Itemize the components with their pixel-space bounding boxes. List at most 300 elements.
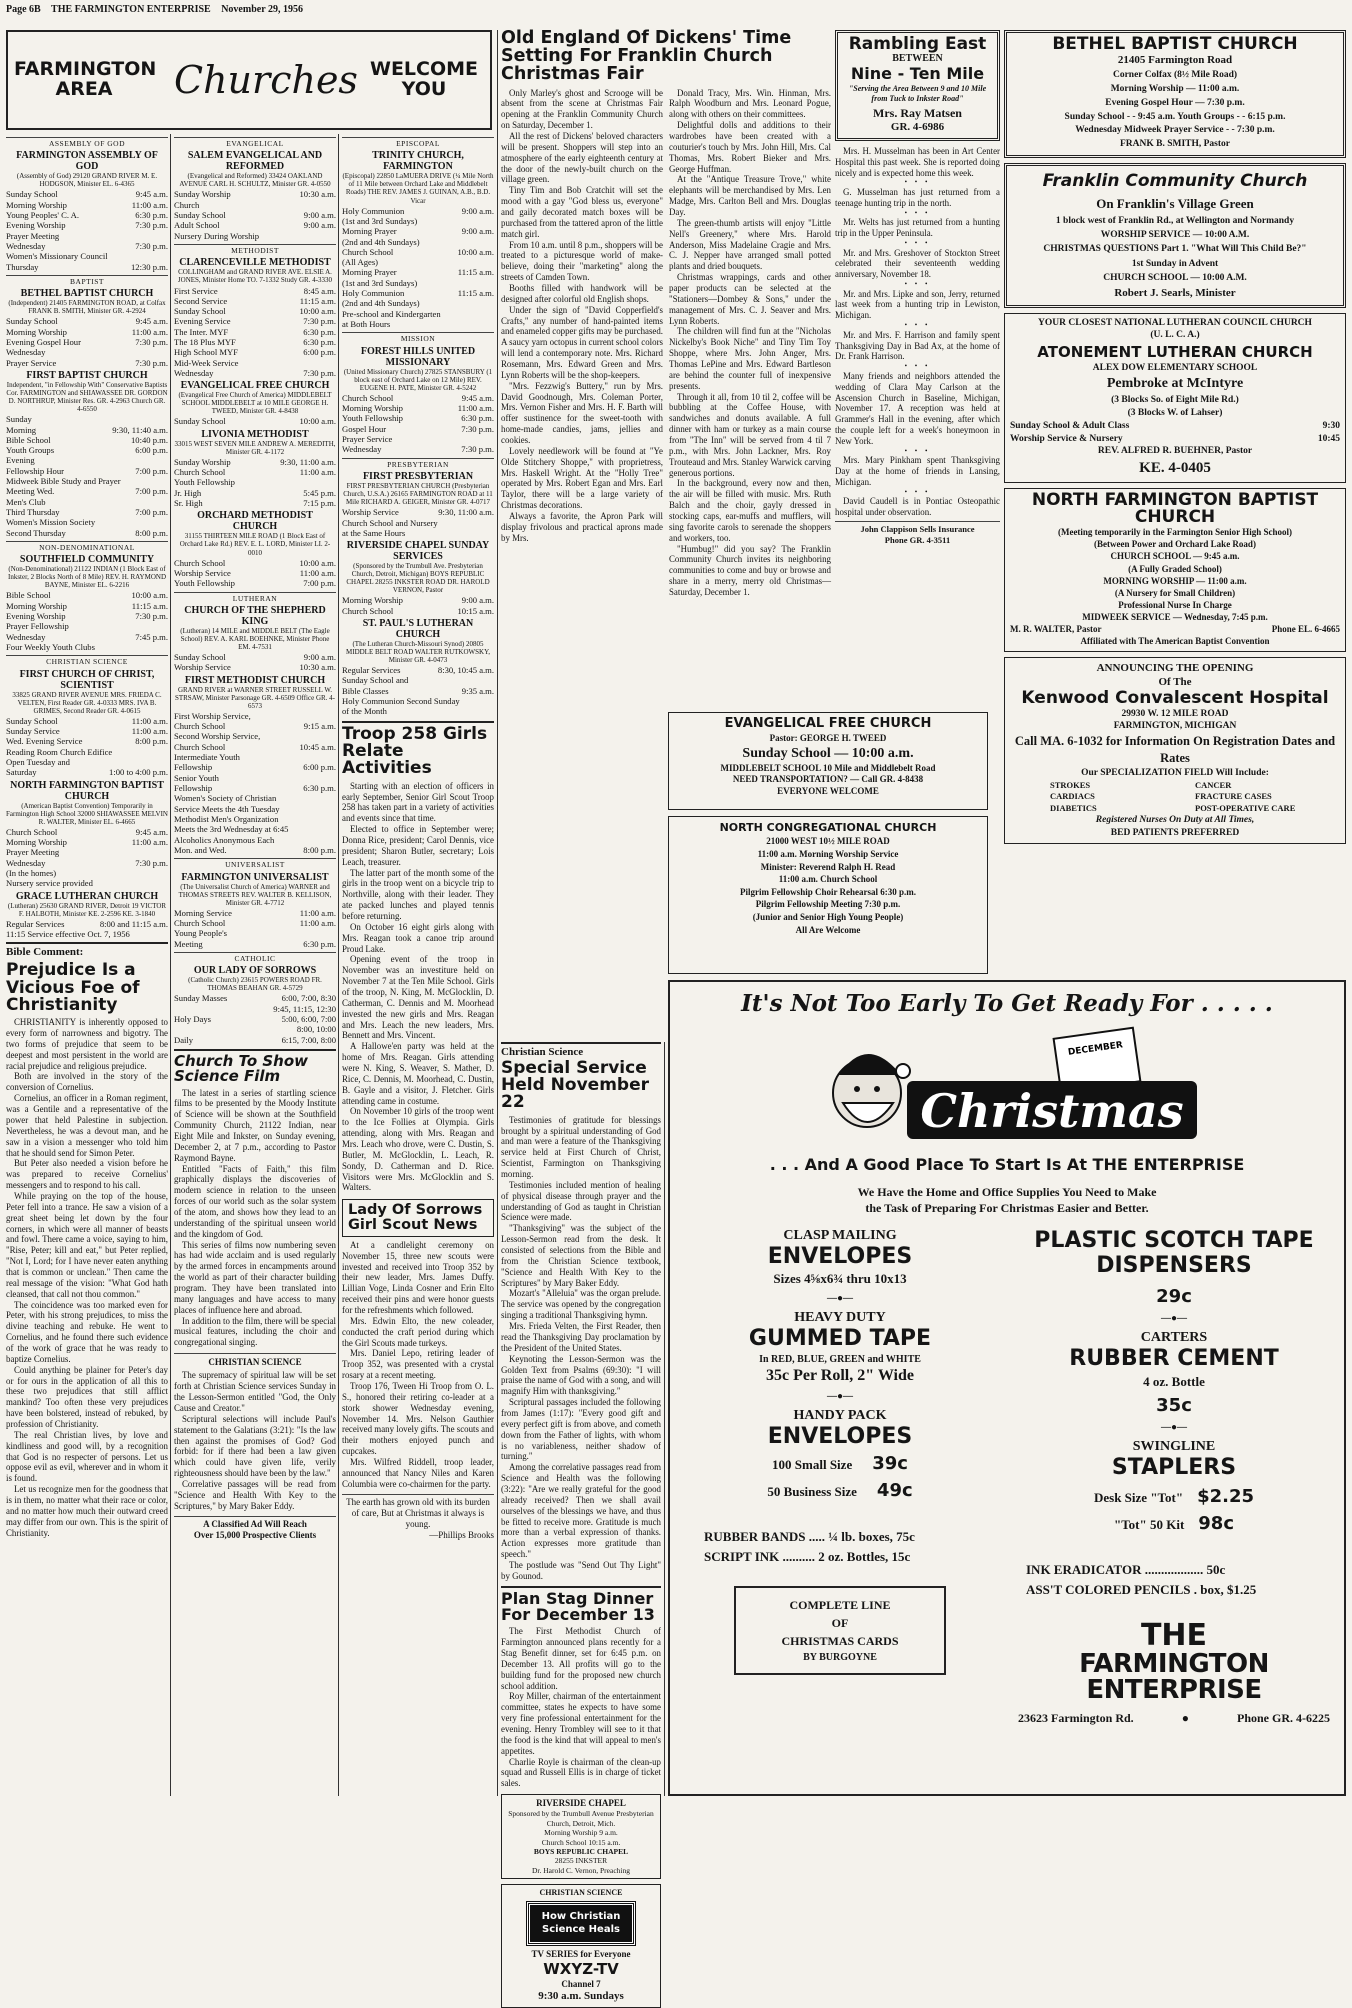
service-label: Holy Communion bbox=[342, 205, 405, 216]
service-label: Regular Services bbox=[342, 665, 401, 676]
ad-line: KE. 4-0405 bbox=[1139, 460, 1211, 477]
ad-title: NORTH CONGREGATIONAL CHURCH bbox=[719, 821, 937, 834]
lady-of-sorrows-article bbox=[342, 1240, 494, 1490]
church-address: (Catholic Church) 23615 POWERS ROAD FR. THOMAS BEAHAN GR. 4-5729 bbox=[188, 976, 322, 993]
schedule-row bbox=[6, 210, 168, 220]
paragraph: Charlie Royle is chairman of the clean-up squad and Russell Ellis is in charge of ticket sales. bbox=[501, 1756, 661, 1789]
schedule-row bbox=[6, 251, 168, 261]
section-label: EPISCOPAL bbox=[342, 137, 494, 148]
product-name: DISPENSERS bbox=[1096, 1253, 1252, 1279]
ad-line: Sunday School — 10:00 a.m. bbox=[742, 745, 914, 761]
section-label: ASSEMBLY OF GOD bbox=[6, 137, 168, 148]
schedule-row bbox=[342, 247, 494, 257]
service-label: Intermediate Youth bbox=[174, 752, 240, 763]
paragraph: At the "Antique Treasure Trove," white elephants will be merchandised by Mrs. Len Madge, Mrs. Carlton Bell and Mrs. Douglas Day. bbox=[669, 174, 831, 217]
service-time: 7:30 p.m. bbox=[135, 241, 168, 252]
service-label: Sunday School bbox=[174, 652, 226, 663]
service-schedule bbox=[6, 189, 168, 272]
schedule-row bbox=[6, 642, 168, 652]
service-label: Holy Days bbox=[174, 1014, 211, 1025]
service-label: Thursday bbox=[6, 261, 39, 272]
ad-line: Pilgrim Fellowship Meeting 7:30 p.m. bbox=[755, 899, 901, 910]
service-label: Jr. High bbox=[174, 487, 202, 498]
section-label: CHRISTIAN SCIENCE bbox=[6, 655, 168, 666]
service-label: Men's Club bbox=[6, 496, 46, 507]
service-label: Sr. High bbox=[174, 498, 203, 509]
ad-line: Robert J. Searls, Minister bbox=[1114, 287, 1236, 300]
cs-service-headline: Special Service Held November 22 bbox=[501, 1057, 649, 1113]
paragraph: The coincidence was too marked even for Peter, with his strong prejudices, to miss the divine teaching and rebuke. He went to Cornelius, and he found there such evidence of the work of grace that he was ready to baptize Cornelius. bbox=[6, 1299, 168, 1364]
evangelical-free-ad bbox=[668, 712, 988, 810]
paragraph: Only Marley's ghost and Scrooge will be absent from the scene at Christmas Fair opening at the Franklin Community Church on Saturday, December 1. bbox=[501, 87, 663, 131]
service-time: 8:00 p.m. bbox=[135, 736, 168, 747]
schedule-row bbox=[342, 665, 494, 675]
ad-line: Morning Worship 9 a.m. bbox=[544, 1828, 618, 1838]
service-time: 7:30 p.m. bbox=[303, 316, 336, 327]
schedule-row bbox=[6, 736, 168, 746]
separator: • • • bbox=[904, 280, 931, 289]
service-label: Church School bbox=[342, 246, 394, 257]
column-subtitle: "Serving the Area Between 9 and 10 Mile from Tuck to Inkster Road" bbox=[848, 84, 987, 104]
service-label: Worship Service bbox=[174, 567, 231, 578]
service-time: 9:45, 11:15, 12:30 bbox=[273, 1003, 336, 1014]
cs-service-article bbox=[501, 1115, 661, 1582]
section-label: EVANGELICAL bbox=[174, 137, 336, 148]
service-time: 8:00 p.m. bbox=[303, 844, 336, 855]
service-label: Service Meets the 4th Tuesday bbox=[174, 803, 280, 814]
product-price: 35c Per Roll, 2" Wide bbox=[766, 1367, 914, 1385]
logo-line: THE bbox=[1140, 1618, 1208, 1654]
divider-ornament: —●— bbox=[826, 1391, 854, 1403]
schedule-row bbox=[174, 231, 336, 241]
schedule-row bbox=[6, 435, 168, 445]
schedule-row bbox=[6, 726, 168, 736]
schedule-row bbox=[174, 210, 336, 220]
stag-dinner-article bbox=[501, 1626, 661, 1789]
service-label: Youth Fellowship bbox=[174, 578, 235, 589]
church-address: FIRST PRESBYTERIAN CHURCH (Presbyterian Church, U.S.A.) 26165 FARMINGTON ROAD at 11 Mile RICHARD A. GEIGER, Minister GR. 4-0717 bbox=[343, 482, 493, 507]
product-price: 35c bbox=[1156, 1395, 1192, 1417]
service-time: 7:30 p.m. bbox=[461, 423, 494, 434]
schedule-row bbox=[174, 578, 336, 588]
service-label: Prayer Fellowship bbox=[6, 621, 69, 632]
service-label: Women's Missionary Council bbox=[6, 251, 108, 262]
service-label: Sunday Worship bbox=[174, 189, 231, 200]
paragraph: In the background, every now and then, the air will be filled with music. Mrs. Ruth Balch and the choir, gayly dressed in stocking caps, ear-muffs and mufflers, will sing favorite carols to serenade the shoppers and workers, too. bbox=[669, 478, 831, 543]
price-row bbox=[680, 1480, 1000, 1501]
church-address: (American Baptist Convention) Temporarily in Farmington High School 32000 SHIAWASSEE MELVIN R. WALTER, Minister EL. 6-4665 bbox=[6, 801, 168, 826]
church-name: GRACE LUTHERAN CHURCH bbox=[15, 890, 159, 902]
service-schedule bbox=[6, 414, 168, 538]
service-time: 11:00 a.m. bbox=[457, 403, 494, 414]
service-time: 9:00 a.m. bbox=[461, 205, 494, 216]
service-label: First Worship Service, bbox=[174, 710, 251, 721]
enterprise-phone: Phone GR. 4-6225 bbox=[1236, 1711, 1330, 1726]
masthead-script: Churches bbox=[174, 58, 358, 102]
service-label: of the Month bbox=[342, 706, 387, 717]
cards-line: OF bbox=[831, 1616, 849, 1631]
paragraph: Keynoting the Lesson-Sermon was the Golden Text from Psalms (69:30): "I will praise the name of God with a song, and will magnify Him with thanksgiving." bbox=[501, 1353, 661, 1397]
service-label: at the Same Hours bbox=[342, 527, 406, 538]
schedule-row bbox=[342, 206, 494, 216]
schedule-row bbox=[6, 847, 168, 857]
schedule-row bbox=[174, 773, 336, 783]
ad-line: Wednesday Midweek Prayer Service - - 7:30 p.m. bbox=[1075, 125, 1275, 136]
ad-left-column bbox=[680, 1228, 1000, 1726]
ad-line: Minister: Reverend Ralph H. Read bbox=[760, 861, 896, 872]
insurance-notice bbox=[835, 521, 1000, 545]
ad-line: All Are Welcome bbox=[795, 924, 861, 935]
service-time: 9:45 a.m. bbox=[135, 189, 168, 200]
schedule-row bbox=[6, 189, 168, 199]
separator: • • • bbox=[904, 362, 931, 371]
paragraph: Entitled "Facts of Faith," this film graphically displays the discoveries of modern science in relation to the unseen forces of our world such as the solar system of the atom, and shows how they lead to an understanding of the spiritual unseen world and the kingdom of God. bbox=[174, 1163, 336, 1239]
service-label: Sunday School bbox=[174, 210, 226, 221]
schedule-row bbox=[342, 706, 494, 716]
service-label: at Both Hours bbox=[342, 319, 391, 329]
ad-line: Pembroke at McIntyre bbox=[1106, 376, 1244, 392]
product-price: 29c bbox=[1156, 1286, 1192, 1308]
ad-line: Registered Nurses On Duty at All Times, bbox=[1095, 815, 1255, 826]
service-label: Wednesday bbox=[6, 631, 46, 642]
ad-title: BETHEL BAPTIST CHURCH bbox=[1052, 34, 1298, 54]
service-label: Sunday School bbox=[174, 416, 226, 427]
schedule-row bbox=[342, 606, 494, 616]
service-label: Sunday School and bbox=[342, 675, 409, 686]
ad-line: BOYS REPUBLIC CHAPEL bbox=[533, 1846, 629, 1856]
price-label: 50 Business Size bbox=[767, 1484, 857, 1500]
ad-line: REV. ALFRED R. BUEHNER, Pastor bbox=[1097, 446, 1253, 457]
ad-line: Professional Nurse In Charge bbox=[1118, 600, 1232, 610]
church-address: 33825 GRAND RIVER AVENUE MRS. FRIEDA C. VELTEN, First Reader GR. 4-0333 MRS. IVA B. GRIMES, Second Reader GR. 4-0615 bbox=[12, 690, 162, 715]
schedule-row bbox=[342, 257, 494, 267]
service-time: 9:00 a.m. bbox=[303, 220, 336, 231]
paragraph: The supremacy of spiritual law will be set forth at Christian Science services Sunday in the Lesson-Sermon entitled "God, the Only Cause and Creator." bbox=[174, 1370, 336, 1413]
ad-line: Morning Worship — 11:00 a.m. bbox=[1110, 84, 1240, 95]
church-name: BETHEL BAPTIST CHURCH bbox=[20, 288, 154, 300]
service-label: Bible Classes bbox=[342, 685, 389, 696]
service-time: 11:15 a.m. bbox=[299, 295, 336, 306]
specialization-item: DIABETICS bbox=[1050, 802, 1097, 813]
column-rule bbox=[497, 30, 498, 1796]
service-label: Second Service bbox=[174, 295, 228, 306]
paragraph: At a candlelight ceremony on November 15, three new scouts were invested and received into Troop 352 by their new leader, Mrs. James Duffy. Lillian Voge, Linda Cosner and Erin Elto received their pins and were honor guests for the refreshments which followed. bbox=[342, 1239, 494, 1316]
church-address: (Assembly of God) 29120 GRAND RIVER M. E. HODGSON, Minister EL. 6-4365 bbox=[16, 172, 158, 189]
service-label: Alcoholics Anonymous Each bbox=[174, 834, 275, 845]
fair-article-right bbox=[669, 88, 831, 598]
schedule-row bbox=[174, 814, 336, 824]
schedule-row bbox=[174, 286, 336, 296]
paragraph: Troop 176, Tween Hi Troop from O. L. S., honored their retiring co-leader at a stork shower Wednesday evening, November 14. Mrs. Nelson Gauthier received many lovely gifts. The scouts and their mothers enjoyed punch and cupcakes. bbox=[342, 1381, 494, 1457]
service-label: Fellowship bbox=[174, 762, 213, 773]
service-label: Meets the 3rd Wednesday at 6:45 bbox=[174, 824, 289, 835]
promo-line: Over 15,000 Prospective Clients bbox=[193, 1529, 317, 1540]
paragraph: Mr. Welts has just returned from a hunting trip in the Upper Peninsula. bbox=[835, 217, 1000, 239]
service-time: 10:00 a.m. bbox=[131, 590, 168, 601]
paragraph: Booths filled with handwork will be designed after colorful old English shops. bbox=[501, 283, 663, 304]
price-row bbox=[1014, 1513, 1334, 1534]
column-4-lower-left bbox=[501, 1042, 661, 2003]
row-time: 9:30 bbox=[1322, 420, 1340, 431]
row-time: 10:45 bbox=[1317, 433, 1340, 444]
paragraph: Mrs. Daniel Lepo, retiring leader of Troop 352, was presented with a crystal rosary at a recent meeting. bbox=[342, 1348, 494, 1381]
service-time: 11:00 a.m. bbox=[131, 326, 168, 337]
schedule-row bbox=[174, 928, 336, 938]
schedule-row bbox=[342, 309, 494, 319]
service-label: Morning Worship bbox=[6, 326, 67, 337]
paragraph: The children will find fun at the "Nicholas Nickelby's Book Niche" and Tiny Tim Toy Shoppe, where Mrs. John Anger, Mrs. Thomas LePine and Mrs. Edward Bartleson are behind the counter full of inexpensive presents. bbox=[669, 326, 831, 391]
service-time: 7:30 p.m. bbox=[135, 611, 168, 622]
schedule-row bbox=[174, 457, 336, 467]
paragraph: Mrs. Edwin Elto, the new coleader, conducted the craft period during which the Girl Scouts made turkeys. bbox=[342, 1315, 494, 1348]
schedule-row bbox=[6, 200, 168, 210]
church-address: (Episcopal) 22850 LaMUERA DRIVE (¼ Mile North of 11 Mile between Orchard Lake and Middlebelt Roads) THE REV. JAMES J. GUINAN, A.B., B.D. Vicar bbox=[342, 172, 494, 205]
schedule-row bbox=[174, 306, 336, 316]
schedule-row bbox=[342, 595, 494, 605]
service-schedule bbox=[174, 908, 336, 949]
ad-line: FARMINGTON, MICHIGAN bbox=[1113, 721, 1237, 732]
schedule-row bbox=[174, 939, 336, 949]
paragraph: From 10 a.m. until 8 p.m., shoppers will be treated to a picturesque world of make-believe, doing their "marketing" along the streets of Camden Town. bbox=[501, 239, 663, 283]
cards-line: BY BURGOYNE bbox=[803, 1652, 877, 1664]
paragraph: "Humbug!" did you say? The Franklin Community Church invites its neighboring communities to come and buy or browse and share in a merry, merry old Christmas—Saturday, December 1. bbox=[669, 543, 831, 598]
service-time: 7:45 p.m. bbox=[135, 631, 168, 642]
service-label: (2nd and 4th Sundays) bbox=[342, 236, 420, 247]
ad-title: ATONEMENT LUTHERAN CHURCH bbox=[1037, 343, 1313, 362]
church-address: GRAND RIVER at WARNER STREET RUSSELL W. STRSAW, Minister Parsonage GR. 4-6509 Office GR. 4-6573 bbox=[174, 685, 336, 710]
schedule-row bbox=[342, 424, 494, 434]
church-name: TRINITY CHURCH, FARMINGTON bbox=[372, 150, 464, 173]
paragraph: Let us recognize men for the goodness that is in them, no matter what their race or color, and no matter how much their outward creed may differ from our own. This is the spirit of Christianity. bbox=[6, 1484, 168, 1538]
service-time: 9:45 a.m. bbox=[135, 826, 168, 837]
church-name: FARMINGTON UNIVERSALIST bbox=[181, 871, 329, 883]
schedule-row bbox=[6, 517, 168, 527]
paper-name: THE FARMINGTON ENTERPRISE bbox=[51, 4, 211, 15]
ad-line: TV SERIES for Everyone bbox=[531, 1949, 631, 1960]
christmas-cards-box bbox=[734, 1586, 946, 1675]
schedule-row bbox=[1010, 433, 1340, 446]
price-label: 100 Small Size bbox=[772, 1457, 853, 1473]
logo-line: FARMINGTON ENTERPRISE bbox=[1079, 1649, 1269, 1706]
paragraph: Tiny Tim and Bob Cratchit will set the mood with a gay "God bless us, everyone" and gaily decorated match boxes will be purchased from the tattered apron of the little match girl. bbox=[501, 185, 663, 239]
service-time: 10:00 a.m. bbox=[299, 557, 336, 568]
service-time: 11:00 a.m. bbox=[299, 917, 336, 928]
service-label: Young Peoples' C. A. bbox=[6, 210, 80, 221]
service-label: Church School bbox=[174, 557, 226, 568]
service-time: 5:00, 6:00, 7:00 bbox=[281, 1014, 336, 1025]
service-time: 6:30 p.m. bbox=[303, 326, 336, 337]
service-label: Sunday Worship bbox=[174, 456, 231, 467]
product-detail: Sizes 4⅝x6¾ thru 10x13 bbox=[773, 1271, 907, 1287]
service-label: Adult School bbox=[174, 220, 220, 231]
service-label: Fellowship Hour bbox=[6, 465, 65, 476]
product-line: HANDY PACK bbox=[793, 1408, 887, 1424]
christmas-banner bbox=[680, 1023, 1334, 1153]
service-label: Third Thursday bbox=[6, 507, 60, 517]
service-time: 10:00 a.m. bbox=[457, 246, 494, 257]
service-label: Saturday bbox=[6, 767, 37, 778]
product-line: HEAVY DUTY bbox=[794, 1310, 886, 1326]
paragraph: Lovely needlework will be found at "Ye Olde Stitchery Shoppe," with proprietress, Mrs. Haskell Wright. At the "Holly Tree" operated by Mrs. Robert Egan and Mrs. Earl Taylor, there will be a large variety of Christmas decorations. bbox=[501, 445, 663, 511]
schedule-row bbox=[174, 804, 336, 814]
service-time: 6:00 p.m. bbox=[303, 347, 336, 358]
schedule-row bbox=[342, 393, 494, 403]
service-schedule bbox=[174, 993, 336, 1045]
service-schedule bbox=[6, 316, 168, 368]
church-address: Independent, "in Fellowship With" Conservative Baptists Cor. FARMINGTON and SHIAWASSEE DR. GORDON D. NORTHRUP, Minister Res. GR. 4-2963 Church GR. 4-6550 bbox=[6, 381, 168, 414]
ad-line: 11:00 a.m. Morning Worship Service bbox=[757, 848, 899, 859]
service-label: Church bbox=[174, 199, 200, 210]
schedule-row bbox=[342, 226, 494, 236]
fair-article-left bbox=[501, 88, 663, 598]
service-label: Morning Worship bbox=[342, 595, 403, 606]
service-label: Church School bbox=[6, 826, 58, 837]
schedule-row bbox=[6, 611, 168, 621]
classified-promo bbox=[174, 1516, 336, 1542]
troop-article bbox=[342, 781, 494, 1194]
service-label: Wednesday bbox=[342, 444, 382, 455]
service-time: 7:00 p.m. bbox=[303, 578, 336, 589]
church-address: (Lutheran) 14 MILE and MIDDLE BELT (The Eagle School) REV. A. KARL BOEHNKE, Minister Phone EM. 4-7531 bbox=[180, 626, 330, 651]
calendar-label: DECEMBER bbox=[1067, 1040, 1124, 1058]
paragraph: The latest in a series of startling science films to be presented by the Moody Institute of Science will be shown at the Southfield Community Church, 21122 Indian, near Eight Mile and Inkster, on Sunday evening, December 2, at 7 p.m., according to Pastor Raymond Bayne. bbox=[174, 1087, 336, 1163]
paragraph: Roy Miller, chairman of the entertainment committee, states he expects to have some very fine professional entertainment for the evening. Henry Trombley will see to it that the food is the kind that will appeal to men's appetites. bbox=[501, 1691, 661, 1756]
ad-line: CHRISTMAS QUESTIONS Part 1. "What Will This Child Be?" bbox=[1043, 244, 1307, 255]
service-label: Wednesday bbox=[174, 368, 214, 378]
service-label: Women's Mission Society bbox=[6, 517, 96, 528]
schedule-row bbox=[174, 200, 336, 210]
column-5 bbox=[835, 30, 1000, 708]
church-name: FIRST BAPTIST CHURCH bbox=[26, 370, 148, 381]
service-label: Nursery service provided bbox=[6, 878, 93, 889]
church-name: SOUTHFIELD COMMUNITY bbox=[19, 554, 155, 566]
ad-line: ALEX DOW ELEMENTARY SCHOOL bbox=[1092, 363, 1258, 374]
paragraph: "Thanksgiving" was the subject of the Lesson-Sermon read from the desk. It consisted of selections from the Bible and from the Christian Science textbook, "Science and Health With Key to the Scriptures" by Mary Baker Eddy. bbox=[501, 1223, 661, 1288]
paragraph: A Hallowe'en party was held at the home of Mrs. Reagan. Girls attending were N. King, S. Weaver, S. Mather, D. Rice, C. Dennis, M. Moorhead, C. Dustin, B. Gayle and a visitor, J. Fletcher. Girls attending came in costume. bbox=[342, 1041, 494, 1106]
schedule-row bbox=[174, 762, 336, 772]
service-time: 11:15 a.m. bbox=[457, 267, 494, 278]
service-label: Gospel Hour bbox=[342, 423, 387, 434]
church-name: SALEM EVANGELICAL AND REFORMED bbox=[187, 150, 323, 173]
schedule-row bbox=[174, 220, 336, 230]
service-time: 7:30 p.m. bbox=[135, 337, 168, 348]
paragraph: On November 10 girls of the troop went to the Ice Follies at Olympia. Girls attending, along with Mrs. Reagan and Mrs. Leach who drove, were C. Dustin, S. Butler, M. McGlocklin, L. Leach, R. Sondy, D. Catherman and D. Rice. Visitors were Mrs. McGlocklin and S. Walters. bbox=[342, 1106, 494, 1193]
fair-headline: Old England Of Dickens' Time Setting For Franklin Church Christmas Fair bbox=[501, 28, 792, 84]
service-schedule bbox=[342, 206, 494, 330]
ad-line: Affiliated with The American Baptist Convention bbox=[1080, 636, 1270, 647]
schedule-row bbox=[342, 434, 494, 444]
service-time: 11:00 a.m. bbox=[299, 907, 336, 918]
price-label: "Tot" 50 Kit bbox=[1113, 1517, 1185, 1533]
separator: • • • bbox=[904, 321, 931, 330]
ad-line: CHURCH SCHOOL — 10:00 A.M. bbox=[1103, 272, 1247, 283]
schedule-row bbox=[6, 316, 168, 326]
paragraph: Mozart's "Alleluia" was the organ prelude. The service was opened by the congregation singing a traditional Thanksgiving hymn. bbox=[501, 1288, 661, 1321]
service-time: 5:45 p.m. bbox=[303, 487, 336, 498]
schedule-row bbox=[342, 288, 494, 298]
service-label: Bible School bbox=[6, 434, 51, 445]
ad-line: Evening Gospel Hour — 7:30 p.m. bbox=[1105, 97, 1245, 108]
cs-tv-ad bbox=[501, 1884, 661, 2008]
schedule-row bbox=[174, 477, 336, 487]
column-6 bbox=[1004, 30, 1346, 978]
schedule-row bbox=[6, 425, 168, 435]
schedule-row bbox=[6, 919, 168, 929]
service-label: Church School bbox=[174, 467, 226, 478]
ad-line: Call MA. 6-1032 for Information On Registration Dates and Rates bbox=[1014, 734, 1336, 766]
church-name: FIRST PRESBYTERIAN bbox=[362, 471, 474, 483]
enterprise-address: 23623 Farmington Rd. bbox=[1018, 1711, 1134, 1726]
section-label: UNIVERSALIST bbox=[174, 858, 336, 869]
film-headline: Church To Show Science Film bbox=[174, 1051, 309, 1086]
schedule-row bbox=[6, 445, 168, 455]
service-schedule bbox=[174, 652, 336, 673]
product-name: PLASTIC SCOTCH TAPE bbox=[1034, 1228, 1314, 1254]
paragraph: Mrs. Frieda Velten, the First Reader, then read the Thanksgiving Day proclamation by the President of the United States. bbox=[501, 1321, 661, 1353]
issue-date: November 29, 1956 bbox=[221, 4, 303, 15]
ad-title: EVANGELICAL FREE CHURCH bbox=[724, 716, 932, 731]
poem-text: The earth has grown old with its burden of care, But at Christmas it always is young. bbox=[346, 1496, 490, 1530]
service-time: 9:00 a.m. bbox=[303, 652, 336, 663]
schedule-row bbox=[6, 632, 168, 642]
paragraph: Under the sign of "David Copperfield's Crafts," any number of hand-painted items and enameled copper gifts may be purchased. A saucy yarn octopus in current school colors will lend a contemporary note. Mrs. Richard Rosemann, Mrs. Edward Green and Mrs. Lynn Roberts will be the shop-keepers. bbox=[501, 304, 663, 380]
schedule-row bbox=[174, 416, 336, 426]
service-label: First Service bbox=[174, 285, 218, 296]
church-name: CLARENCEVILLE METHODIST bbox=[179, 257, 331, 269]
schedule-row bbox=[6, 220, 168, 230]
service-schedule bbox=[174, 457, 336, 509]
price-value: $2.25 bbox=[1197, 1486, 1254, 1508]
service-label: Morning Worship bbox=[6, 837, 67, 848]
service-label: Evening bbox=[6, 455, 35, 466]
schedule-row bbox=[174, 488, 336, 498]
section-label: PRESBYTERIAN bbox=[342, 458, 494, 469]
divider-ornament: —●— bbox=[1160, 1422, 1188, 1434]
church-address: (Lutheran) 25630 GRAND RIVER, Detroit 19 VICTOR F. HALBOTH, Minister KE. 2-2596 KE. 3-1840 bbox=[7, 901, 167, 918]
product-name: ENVELOPES bbox=[767, 1424, 913, 1450]
church-address: (Evangelical Free Church of America) MIDDLEBELT SCHOOL MIDDLEBELT at 10 MILE GEORGE H. TWEED, Minister GR. 4-8438 bbox=[178, 391, 332, 416]
schedule-row bbox=[6, 528, 168, 538]
ad-title: Kenwood Convalescent Hospital bbox=[1021, 688, 1329, 709]
sundries-list bbox=[704, 1527, 1000, 1566]
service-label: Church School bbox=[342, 392, 394, 403]
service-time: 12:30 p.m. bbox=[130, 261, 168, 272]
column-author: Mrs. Ray Matsen bbox=[873, 106, 962, 121]
service-label: Second Worship Service, bbox=[174, 731, 261, 742]
schedule-row bbox=[174, 1024, 336, 1034]
separator: • • • bbox=[904, 446, 931, 455]
schedule-row bbox=[342, 696, 494, 706]
schedule-row bbox=[342, 528, 494, 538]
service-time: 11:00 a.m. bbox=[131, 726, 168, 737]
ad-line: MIDDLEBELT SCHOOL 10 Mile and Middlebelt Road bbox=[720, 762, 936, 773]
paragraph: Testimonies of gratitude for blessings brought by a spiritual understanding of God and man were a feature of the Thanksgiving service held at First Church of Christ, Scientist, Farmington on Thanksgiving morning. bbox=[501, 1114, 661, 1180]
north-farmington-baptist-ad bbox=[1004, 488, 1346, 652]
price-label: Desk Size "Tot" bbox=[1093, 1490, 1184, 1506]
sundry-item: SCRIPT INK .......... 2 oz. Bottles, 15c bbox=[704, 1548, 911, 1564]
schedule-row bbox=[174, 327, 336, 337]
column-1 bbox=[6, 134, 168, 1796]
atonement-lutheran-ad bbox=[1004, 313, 1346, 483]
sundry-item: INK ERADICATOR .................. 50c bbox=[1026, 1562, 1226, 1578]
service-schedule bbox=[342, 393, 494, 455]
divider-ornament: —●— bbox=[826, 1293, 854, 1305]
rambling-east-items bbox=[835, 146, 1000, 518]
schedule-row bbox=[174, 467, 336, 477]
schedule-row bbox=[174, 368, 336, 378]
sundries-list bbox=[1026, 1560, 1334, 1599]
cs-article bbox=[174, 1370, 336, 1511]
